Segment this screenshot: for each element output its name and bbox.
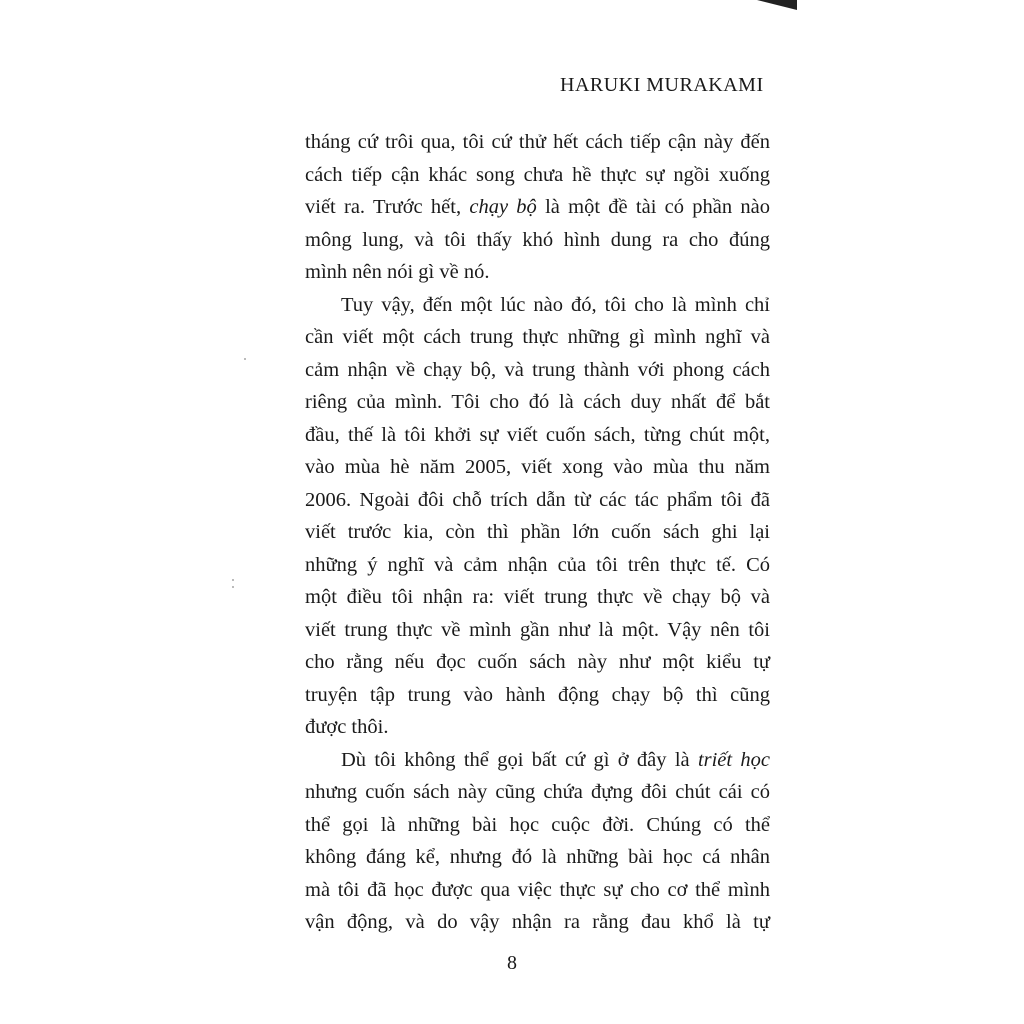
scan-corner-mark [757, 0, 797, 10]
text-line: nhưng cuốn sách này cũng chứa đựng đôi chút cái có [305, 781, 770, 803]
text-line: cách tiếp cận khác song chưa hề thực sự ngồi xuống [305, 163, 770, 186]
paragraph [305, 289, 770, 744]
text-line: mà tôi đã học được qua việc thực sự cho cơ thể mình [305, 878, 770, 901]
body-text [305, 126, 770, 939]
italic-term: triết học [697, 748, 771, 771]
page-number: 8 [507, 952, 517, 974]
text-line: mông lung, và tôi thấy khó hình dung ra cho đúng [305, 228, 770, 251]
scan-speck [232, 579, 234, 581]
text-line: cho rằng nếu đọc cuốn sách này như một kiểu tự [305, 651, 770, 673]
scan-speck [232, 586, 234, 588]
text-line: tháng cứ trôi qua, tôi cứ thử hết cách tiếp cận này đến [305, 131, 770, 153]
text-line: mình nên nói gì về nó. [305, 261, 490, 283]
text-line: thể gọi là những bài học cuộc đời. Chúng có thể [305, 813, 770, 836]
text-line: 2006. Ngoài đôi chỗ trích dẫn từ các tác phẩm tôi đã [305, 488, 770, 511]
text-line: Tuy vậy, đến một lúc nào đó, tôi cho là mình chỉ [341, 293, 770, 316]
text-line: cần viết một cách trung thực những gì mình nghĩ và [305, 326, 770, 348]
text-line: vào mùa hè năm 2005, viết xong vào mùa thu năm [305, 456, 770, 478]
running-head: HARUKI MURAKAMI [560, 74, 764, 96]
text-line: Dù tôi không thể gọi bất cứ gì ở đây là triết học [341, 748, 771, 771]
text-line: không đáng kể, nhưng đó là những bài học cá nhân [305, 846, 770, 868]
text-line: cảm nhận về chạy bộ, và trung thành với phong cách [305, 358, 770, 381]
text-line: vận động, và do vậy nhận ra rằng đau khổ là tự [305, 911, 770, 933]
italic-term: chạy bộ [469, 196, 537, 218]
text-line: được thôi. [305, 716, 389, 738]
scan-speck [244, 358, 246, 360]
text-line: riêng của mình. Tôi cho đó là cách duy nhất để bắt [305, 391, 770, 413]
paragraph [305, 126, 770, 289]
text-line: viết trung thực về mình gần như là một. Vậy nên tôi [305, 618, 770, 641]
paragraph [305, 744, 770, 939]
text-line: truyện tập trung vào hành động chạy bộ thì cũng [305, 683, 770, 706]
text-line: đầu, thế là tôi khởi sự viết cuốn sách, từng chút một, [305, 423, 770, 446]
text-line: những ý nghĩ và cảm nhận của tôi trên thực tế. Có [305, 553, 770, 576]
text-line: một điều tôi nhận ra: viết trung thực về chạy bộ và [305, 586, 770, 608]
text-line: viết trước kia, còn thì phần lớn cuốn sách ghi lại [305, 521, 770, 543]
text-line: viết ra. Trước hết, chạy bộ là một đề tài có phần nào [305, 196, 770, 218]
